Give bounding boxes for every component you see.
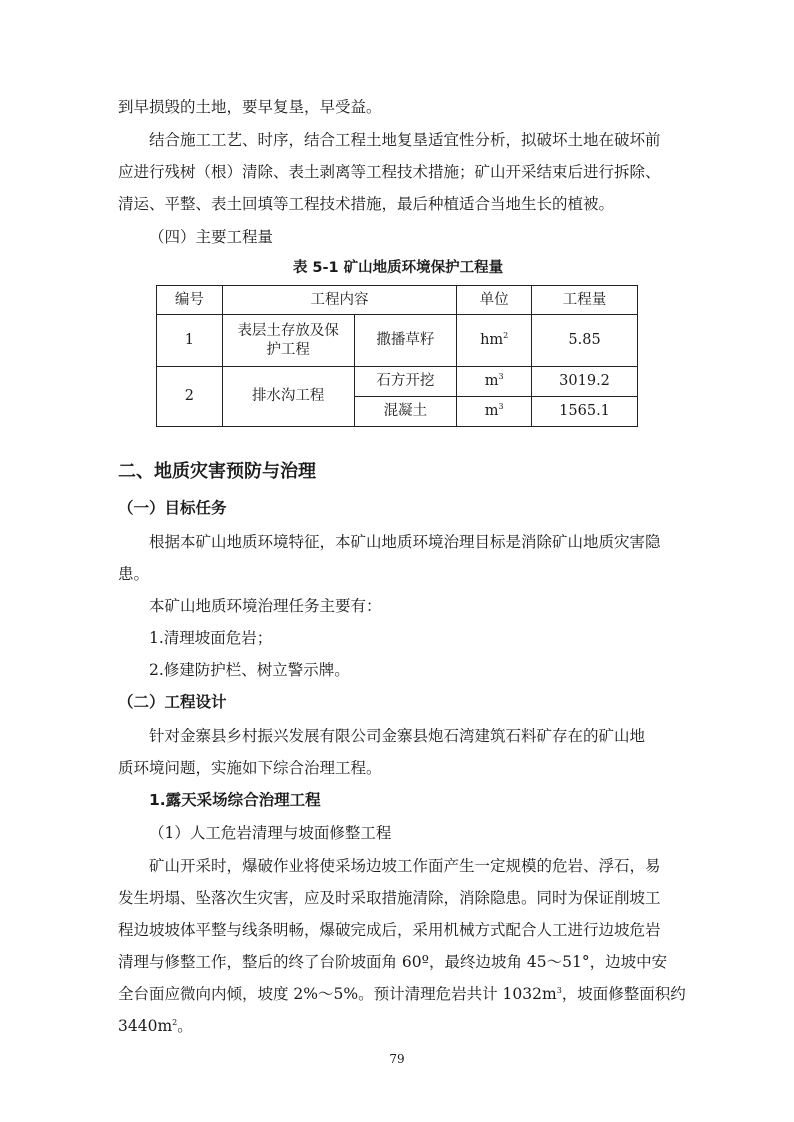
unit-text: m bbox=[484, 403, 499, 419]
page-number: 79 bbox=[389, 1052, 405, 1066]
subsection-title: （四）主要工程量 bbox=[149, 228, 274, 246]
paragraph-line: 本矿山地质环境治理任务主要有： bbox=[149, 597, 382, 615]
cell-qty: 3019.2 bbox=[532, 367, 638, 397]
unit-exponent: 2 bbox=[172, 1017, 178, 1027]
cell-no: 2 bbox=[157, 367, 223, 427]
paragraph-line: 到早损毁的土地，要早复垦，早受益。 bbox=[118, 98, 382, 116]
paragraph-line: 针对金寨县乡村振兴发展有限公司金寨县炮石湾建筑石料矿存在的矿山地 bbox=[149, 727, 646, 745]
text-run: 全台面应微向内倾，坡度 2%～5%。预计清理危岩共计 1032m bbox=[118, 985, 557, 1003]
paragraph-line: 清理与修整工作，整后的终了台阶坡面角 60º，最终边坡角 45～51°，边坡中安 bbox=[118, 953, 668, 971]
cell-sub: 混凝土 bbox=[354, 397, 457, 427]
cell-qty: 1565.1 bbox=[532, 397, 638, 427]
table-row bbox=[157, 315, 638, 367]
paragraph-line: 矿山开采时，爆破作业将使采场边坡工作面产生一定规模的危岩、浮石，易 bbox=[149, 857, 661, 875]
header-no: 编号 bbox=[157, 286, 223, 315]
text-run: 。 bbox=[177, 1017, 193, 1035]
text-run: ，坡面修整面积约 bbox=[561, 985, 686, 1003]
table-header-row bbox=[157, 286, 638, 315]
subsection-title: （一）目标任务 bbox=[118, 499, 227, 517]
unit-text: hm bbox=[480, 332, 504, 348]
cell-sub: 石方开挖 bbox=[354, 367, 457, 397]
paragraph-line: 患。 bbox=[118, 565, 150, 583]
item-heading: 1.露天采场综合治理工程 bbox=[149, 791, 321, 809]
item-subheading: （1）人工危岩清理与坡面修整工程 bbox=[149, 824, 392, 842]
cell-unit bbox=[457, 397, 532, 427]
text-run: 3440m bbox=[118, 1017, 173, 1035]
cell-unit bbox=[457, 367, 532, 397]
paragraph-line: 清运、平整、表土回填等工程技术措施，最后种植适合当地生长的植被。 bbox=[118, 195, 615, 213]
table-caption: 表 5-1 矿山地质环境保护工程量 bbox=[292, 260, 504, 276]
header-content: 工程内容 bbox=[222, 286, 456, 315]
cell-item: 表层土存放及保护工程 bbox=[222, 315, 354, 367]
paragraph-line: 应进行残树（根）清除、表土剥离等工程技术措施；矿山开采结束后进行拆除、 bbox=[118, 163, 661, 181]
header-qty: 工程量 bbox=[532, 286, 638, 315]
section-title: 二、地质灾害预防与治理 bbox=[118, 461, 316, 482]
paragraph-line: 发生坍塌、坠落次生灾害，应及时采取措施清除，消除隐患。同时为保证削坡工 bbox=[118, 889, 661, 907]
paragraph-line bbox=[118, 984, 686, 1004]
paragraph-line: 结合施工工艺、时序，结合工程土地复垦适宜性分析，拟破坏土地在破坏前 bbox=[149, 131, 661, 149]
list-item: 2.修建防护栏、树立警示牌。 bbox=[149, 661, 350, 679]
paragraph-line: 质环境问题，实施如下综合治理工程。 bbox=[118, 759, 382, 777]
unit-exponent: 3 bbox=[556, 985, 562, 995]
subsection-title: （二）工程设计 bbox=[118, 693, 227, 711]
engineering-quantity-table bbox=[156, 285, 638, 427]
header-unit: 单位 bbox=[457, 286, 532, 315]
cell-item: 排水沟工程 bbox=[222, 367, 354, 427]
paragraph-line: 程边坡坡体平整与线条明畅，爆破完成后，采用机械方式配合人工进行边坡危岩 bbox=[118, 921, 661, 939]
cell-no: 1 bbox=[157, 315, 223, 367]
unit-exponent: 2 bbox=[503, 331, 509, 341]
unit-text: m bbox=[484, 373, 499, 389]
cell-unit bbox=[457, 315, 532, 367]
paragraph-line: 根据本矿山地质环境特征，本矿山地质环境治理目标是消除矿山地质灾害隐 bbox=[149, 533, 661, 551]
cell-qty: 5.85 bbox=[532, 315, 638, 367]
unit-exponent: 3 bbox=[498, 402, 504, 412]
unit-exponent: 3 bbox=[498, 372, 504, 382]
list-item: 1.清理坡面危岩； bbox=[149, 629, 273, 647]
table-row bbox=[157, 367, 638, 397]
cell-sub: 撒播草籽 bbox=[354, 315, 457, 367]
paragraph-line bbox=[118, 1016, 678, 1036]
